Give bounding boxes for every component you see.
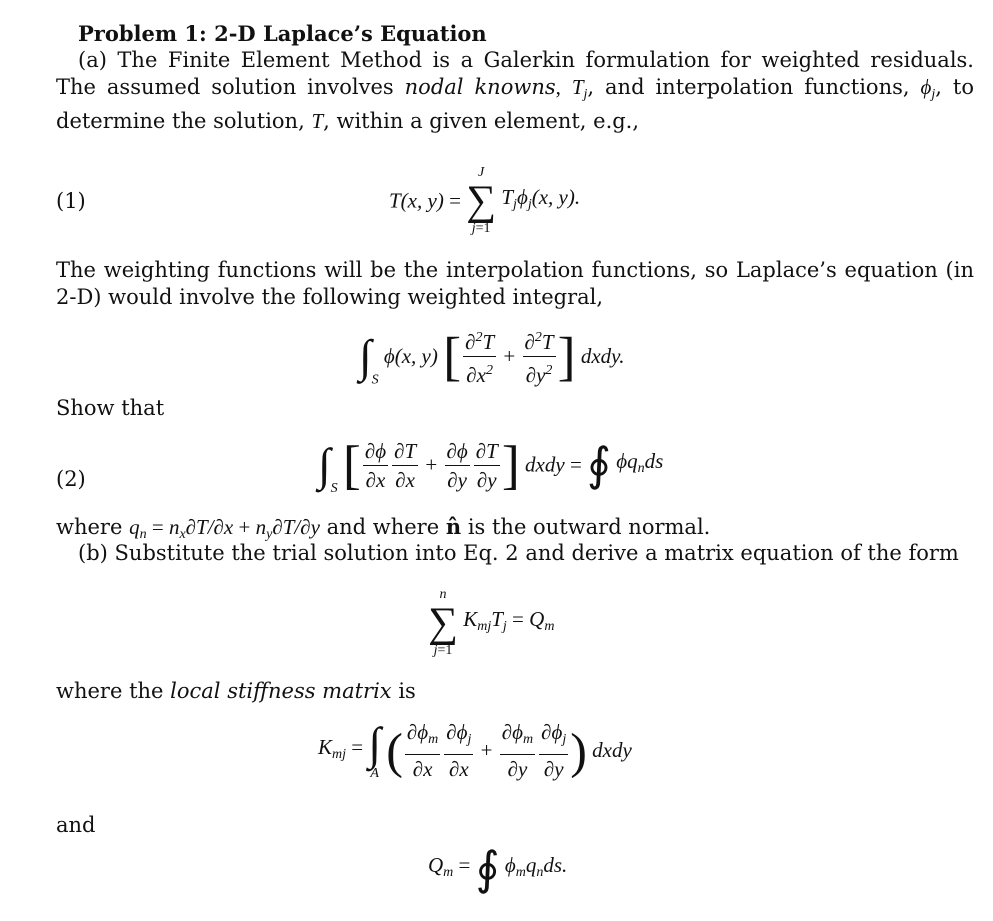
where-word: where — [56, 515, 123, 539]
Tj-symbol: $T_j$ — [571, 75, 588, 102]
show-that-text: Show that — [56, 396, 165, 420]
equation-2 — [56, 434, 974, 516]
weighting-paragraph: The weighting functions will be the interpolation functions, so Laplace’s equation (in 2-D) would involve the following weighted integral, — [56, 258, 974, 309]
matrix-equation — [56, 588, 974, 668]
local-stiffness-term: local stiffness matrix — [170, 679, 392, 703]
problem-page — [56, 20, 974, 894]
weighted-integral — [56, 320, 974, 400]
normal-vector-symbol: n̂ — [445, 514, 462, 539]
part-a-paragraph: (a) The Finite Element Method is a Galerkin formulation for weighted residuals. The assumed solution involves nodal knowns, $T_j$, and interpolation functions, $\phi_j$, to determine the solution, T, within a given element, e.g., — [56, 48, 974, 133]
part-b-label: (b) — [78, 541, 108, 565]
matrix-equation-formula: n ∑ j=1 $K_{mj}T_j = Q_m$ — [428, 587, 555, 658]
nodal-knowns-term: nodal knowns — [404, 75, 556, 99]
eq1-formula: T(x, y) = J ∑ j=1 $T_j\phi_j(x$, y). — [389, 165, 581, 236]
eq1-number: (1) — [56, 189, 86, 213]
qn-expression: $q_n = n_x\partial T/\partial x + n_y\partial T/\partial y$ — [129, 515, 320, 542]
part-a-label: (a) — [78, 48, 107, 72]
part-a-intro-3: , to determine the solution, — [56, 75, 974, 133]
stiffness-equation — [56, 710, 974, 810]
part-b-text: Substitute the trial solution into Eq. 2 and derive a matrix equation of the form — [114, 541, 959, 565]
and-where-text: and where — [326, 515, 440, 539]
problem-title: Problem 1: 2-D Laplace’s Equation — [78, 21, 487, 46]
where-the-text: where the — [56, 679, 164, 703]
part-a-intro-1: The Finite Element Method is a Galerkin formulation for weighted residuals. The assumed solution involves — [56, 48, 974, 99]
part-a-intro-4: , within a given element, e.g., — [323, 109, 640, 133]
and-word: and — [56, 813, 96, 837]
stiffness-formula: $K_{mj}$ = ∫ A ( $\frac{\partial\phi_m}{\partial x}$ $\frac{\partial\phi_j}{\partial x}$ + $\frac{\partial\phi_m}{\partial y}$ $\frac{\partial\phi_j}{\partial y}$ ) dxdy — [318, 717, 632, 781]
eq2-number: (2) — [56, 467, 86, 491]
flux-equation — [56, 843, 974, 916]
weighted-integral-formula: $\int_S$ ϕ(x, y) [ $\frac{\partial^2T}{\partial x^2}$ + $\frac{\partial^2T}{\partial y^2}$ ] dxdy. — [359, 326, 625, 388]
part-b-paragraph — [56, 540, 974, 567]
equation-1 — [56, 166, 974, 236]
part-a-intro-2: , and interpolation functions, — [587, 75, 910, 99]
is-word: is — [398, 679, 416, 703]
eq2-formula: $\int_S$ [ $\frac{\partial\phi}{\partial x}$ $\frac{\partial T}{\partial x}$ + $\frac{\partial\phi}{\partial y}$ $\frac{\partial T}{\partial y}$ ] dxdy = ∮ $\phi q_nds$ — [318, 435, 664, 496]
T-symbol: T — [311, 109, 324, 133]
local-stiffness-sentence — [56, 678, 416, 705]
phij-symbol: $\phi_j$ — [920, 75, 936, 102]
flux-formula: $Q_m$ = ∮ $\phi_mq_nds$. — [428, 843, 568, 894]
outward-normal-text: is the outward normal. — [467, 515, 711, 539]
